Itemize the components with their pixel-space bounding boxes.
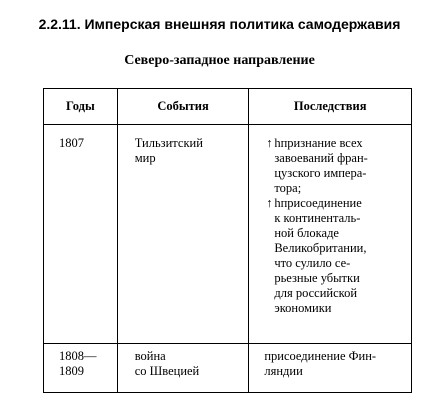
- year-cell: 1807: [44, 125, 118, 344]
- column-header-events: События: [117, 89, 249, 125]
- page-title: 2.2.11. Имперская внешняя политика самодержавия: [38, 16, 401, 32]
- consequences-cell: присоединение Фин- ляндии: [249, 344, 412, 393]
- policy-table: [43, 88, 412, 393]
- up-arrow-icon: ↑: [266, 136, 273, 150]
- consequence-text: hприсоединение к континенталь- ной блокаде Великобритании, что сулило се- рьезные убытки для российской экономики: [274, 196, 367, 315]
- table-header-row: [44, 89, 412, 125]
- table-row: [44, 344, 412, 393]
- column-header-years: Годы: [44, 89, 118, 125]
- table-row: [44, 125, 412, 344]
- consequence-item: [264, 196, 411, 316]
- up-arrow-icon: ↑: [266, 196, 273, 210]
- consequences-cell: [249, 125, 412, 344]
- section-subtitle: Северо-западное направление: [124, 53, 315, 68]
- consequence-item: [264, 136, 411, 196]
- event-cell: война со Швецией: [117, 344, 249, 393]
- column-header-consequences: Последствия: [249, 89, 412, 125]
- year-cell: 1808— 1809: [44, 344, 118, 393]
- event-cell: Тильзитский мир: [117, 125, 249, 344]
- consequence-text: hпризнание всех завоеваний фран- цузского импера- тора;: [274, 136, 368, 195]
